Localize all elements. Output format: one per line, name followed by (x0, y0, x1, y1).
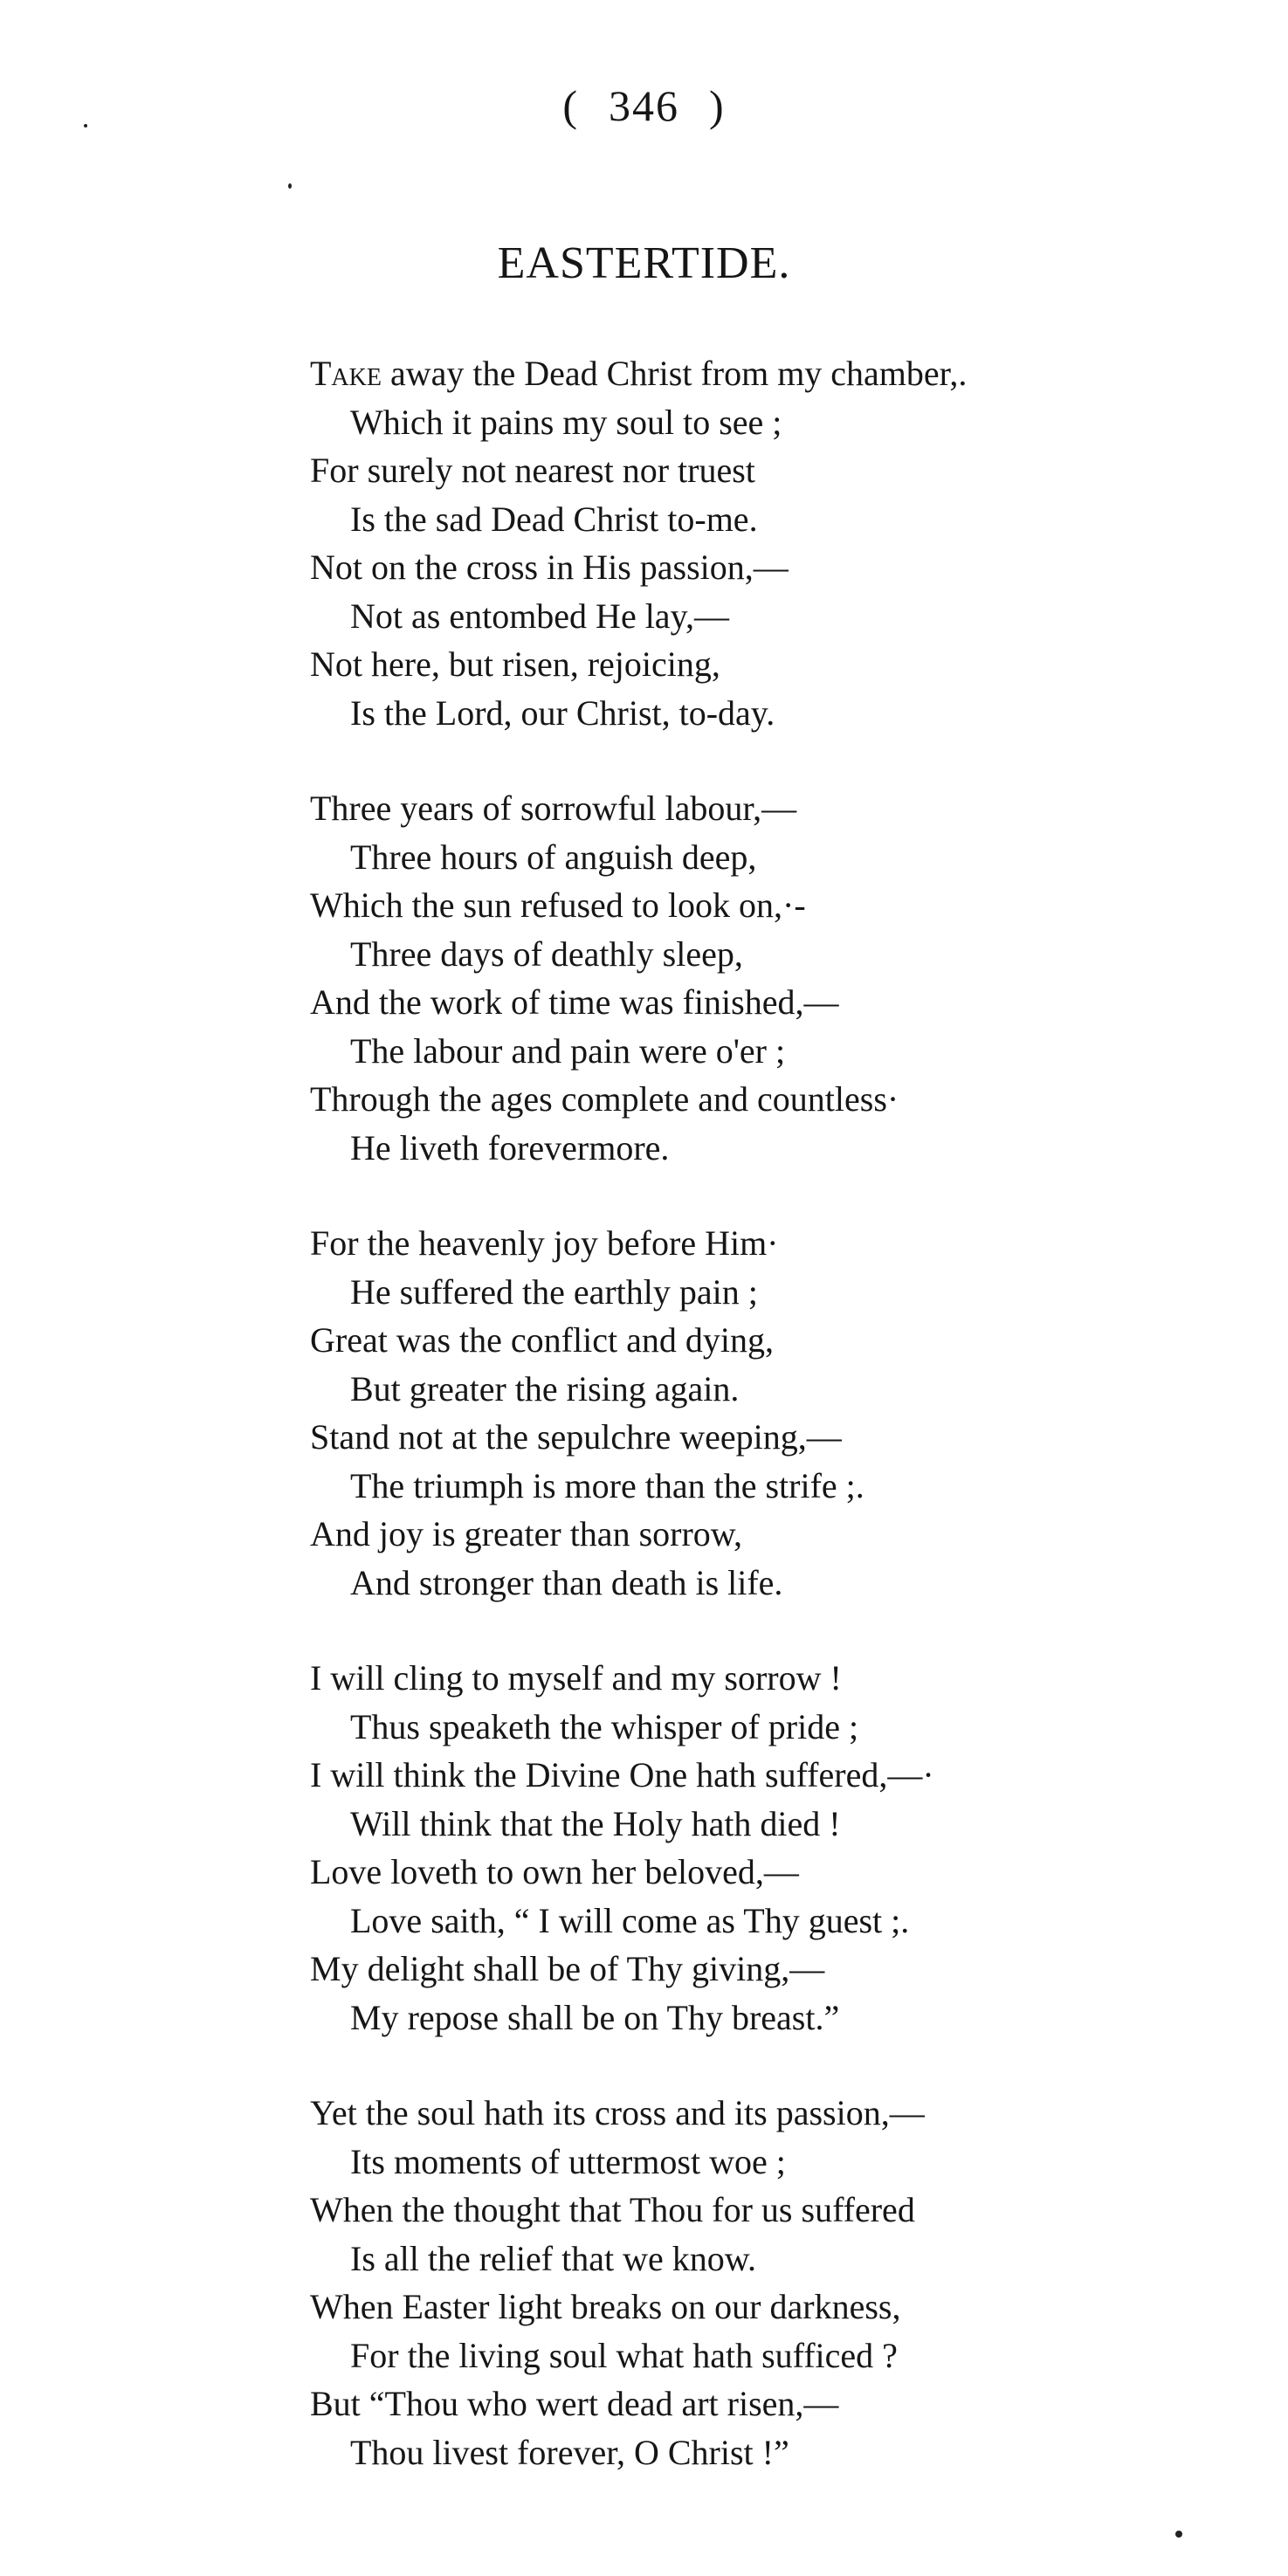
poem-line: Three days of deathly sleep, (350, 933, 743, 974)
poem-line: Stand not at the sepulchre weeping,— (310, 1417, 842, 1457)
stanza-3 (310, 1219, 1183, 1607)
poem-line: But greater the rising again. (350, 1368, 740, 1409)
poem-line: Is the sad Dead Christ to-me. (350, 499, 758, 539)
scan-speck (84, 124, 87, 127)
stanza-2 (310, 784, 1183, 1172)
poem-line: Yet the soul hath its cross and its passion,— (310, 2093, 925, 2132)
scan-speck (288, 183, 292, 189)
poem-line: Its moments of uttermost woe ; (350, 2141, 786, 2181)
poem-body (310, 349, 1183, 2524)
poem-line: Will think that the Holy hath died ! (350, 1803, 841, 1843)
line-rest: away the Dead Christ from my chamber,. (381, 354, 968, 393)
poem-line: My delight shall be of Thy giving,— (310, 1949, 825, 1988)
poem-line (310, 349, 1183, 398)
poem-line: When Easter light breaks on our darkness, (310, 2287, 901, 2326)
poem-line: When the thought that Thou for us suffered (310, 2190, 915, 2229)
poem-line: Thus speaketh the whisper of pride ; (350, 1706, 859, 1746)
poem-line: My repose shall be on Thy breast.” (350, 1997, 840, 2037)
poem-line: I will cling to myself and my sorrow ! (310, 1658, 842, 1698)
poem-line: He liveth forevermore. (350, 1127, 670, 1167)
poem-line: Great was the conflict and dying, (310, 1320, 774, 1360)
poem-line: Not here, but risen, rejoicing, (310, 644, 720, 684)
page-number-value: 346 (609, 81, 679, 130)
poem-line: Which the sun refused to look on,·- (310, 885, 806, 925)
poem-line: But “Thou who wert dead art risen,— (310, 2384, 839, 2423)
poem-line: Love loveth to own her beloved,— (310, 1852, 799, 1891)
poem-line: Not as entombed He lay,— (350, 596, 729, 636)
poem-line: And the work of time was finished,— (310, 982, 839, 1022)
poem-title: EASTERTIDE. (497, 238, 791, 288)
poem-line: And stronger than death is life. (350, 1562, 783, 1602)
poem-line: Which it pains my soul to see ; (350, 402, 782, 442)
poem-line: Is all the relief that we know. (350, 2238, 757, 2278)
stanza-4 (310, 1654, 1183, 2042)
poem-line: Through the ages complete and countless· (310, 1079, 899, 1119)
small-caps-lead: Take (310, 354, 382, 393)
poem-line: For the living soul what hath sufficed ? (350, 2335, 898, 2375)
poem-line: Thou livest forever, O Christ !” (350, 2432, 789, 2472)
page-number-close-paren: ) (709, 81, 726, 130)
poem-line: Is the Lord, our Christ, to-day. (350, 692, 775, 733)
page-number (0, 80, 1288, 131)
poem-line: For the heavenly joy before Him· (310, 1223, 779, 1263)
poem-line: Not on the cross in His passion,— (310, 548, 789, 587)
poem-line: Love saith, “ I will come as Thy guest ;. (350, 1900, 910, 1940)
poem-line: The triumph is more than the strife ;. (350, 1465, 864, 1505)
poem-line: Three years of sorrowful labour,— (310, 789, 797, 828)
poem-line: I will think the Divine One hath suffered,—· (310, 1755, 934, 1794)
scan-speck (1175, 2531, 1182, 2538)
stanza-5 (310, 2089, 1183, 2476)
poem-line: And joy is greater than sorrow, (310, 1514, 743, 1553)
poem-line: The labour and pain were o'er ; (350, 1030, 786, 1071)
page-number-open-paren: ( (562, 81, 579, 130)
poem-line: He suffered the earthly pain ; (350, 1271, 758, 1312)
poem-line: For surely not nearest nor truest (310, 451, 755, 490)
poem-line: Three hours of anguish deep, (350, 837, 757, 877)
stanza-1 (310, 349, 1183, 737)
